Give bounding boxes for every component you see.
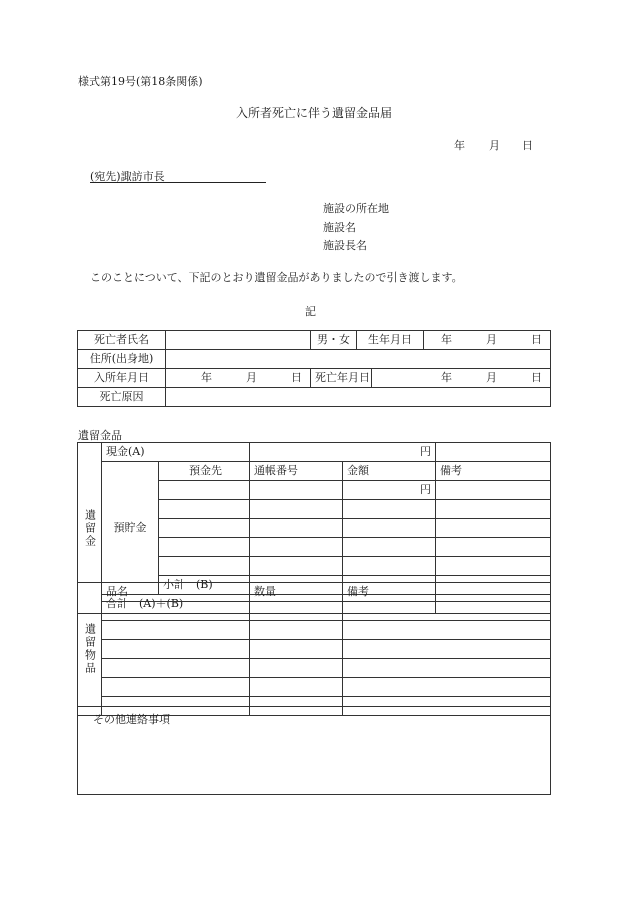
year-label: 年	[441, 333, 452, 346]
death-cause-label: 死亡原因	[78, 388, 166, 407]
address-label: 住所(出身地)	[78, 350, 166, 369]
table-row	[78, 350, 551, 369]
table-row	[78, 331, 551, 350]
qty-field[interactable]	[250, 602, 343, 621]
table-row	[78, 621, 551, 640]
goods-table	[77, 582, 551, 716]
money-group-label: 遺留金	[78, 443, 102, 614]
item-field[interactable]	[102, 621, 250, 640]
goods-note-field[interactable]	[343, 678, 551, 697]
year-label: 年	[201, 371, 212, 384]
bank-field[interactable]	[159, 557, 250, 576]
goods-group-label: 遺留物品	[78, 583, 102, 716]
date-month-label: 月	[489, 139, 500, 152]
cash-label: 現金(A)	[102, 443, 250, 462]
account-field[interactable]	[250, 557, 343, 576]
bank-col-header: 預金先	[159, 462, 250, 481]
table-row	[78, 462, 551, 481]
subtotal-label: 小計 (B)	[159, 576, 250, 595]
table-row	[78, 640, 551, 659]
address-field[interactable]	[166, 350, 551, 369]
savings-label: 預貯金	[102, 462, 159, 595]
goods-note-field[interactable]	[343, 602, 551, 621]
death-date-label: 死亡年月日	[311, 369, 372, 388]
admission-date-label: 入所年月日	[78, 369, 166, 388]
note-field[interactable]	[436, 557, 551, 576]
day-label: 日	[291, 371, 302, 384]
item-field[interactable]	[102, 678, 250, 697]
note-field[interactable]	[436, 519, 551, 538]
note-field[interactable]	[436, 538, 551, 557]
amount-field[interactable]	[343, 500, 436, 519]
goods-note-field[interactable]	[343, 659, 551, 678]
date-year-label: 年	[454, 139, 465, 152]
day-label: 日	[531, 333, 542, 346]
bank-field[interactable]	[159, 538, 250, 557]
qty-col-header: 数量	[250, 583, 343, 602]
note-col-header: 備考	[436, 462, 551, 481]
bank-field[interactable]	[159, 500, 250, 519]
cash-amount-field[interactable]	[250, 443, 436, 462]
qty-field[interactable]	[250, 678, 343, 697]
date-day-label: 日	[522, 139, 533, 152]
statement-text: このことについて、下記のとおり遺留金品がありましたので引き渡します。	[90, 271, 463, 284]
total-label: 合計 (A)＋(B)	[102, 595, 250, 614]
birth-date-label: 生年月日	[357, 331, 424, 350]
amount-col-header: 金額	[343, 462, 436, 481]
goods-note-field[interactable]	[343, 640, 551, 659]
bank-field[interactable]	[159, 481, 250, 500]
month-label: 月	[246, 371, 257, 384]
item-field[interactable]	[102, 602, 250, 621]
addressee-label: (宛先)諏訪市長	[90, 170, 165, 183]
table-row	[78, 443, 551, 462]
table-row	[78, 678, 551, 697]
page-title: 入所者死亡に伴う遺留金品届	[236, 106, 393, 120]
account-field[interactable]	[250, 519, 343, 538]
death-cause-field[interactable]	[166, 388, 551, 407]
deceased-name-field[interactable]	[166, 331, 311, 350]
note-field[interactable]	[436, 481, 551, 500]
account-field[interactable]	[250, 538, 343, 557]
account-field[interactable]	[250, 500, 343, 519]
facility-director-label: 施設長名	[323, 239, 367, 252]
death-date-field[interactable]	[372, 369, 551, 388]
admission-date-field[interactable]	[166, 369, 311, 388]
amount-field[interactable]	[343, 557, 436, 576]
month-label: 月	[486, 333, 497, 346]
amount-field[interactable]	[343, 538, 436, 557]
qty-field[interactable]	[250, 621, 343, 640]
birth-date-field[interactable]	[424, 331, 551, 350]
ki-label: 記	[305, 305, 316, 318]
qty-field[interactable]	[250, 659, 343, 678]
bank-field[interactable]	[159, 519, 250, 538]
remarks-label: その他連絡事項	[93, 713, 170, 726]
year-label: 年	[441, 371, 452, 384]
amount-field[interactable]	[343, 481, 436, 500]
table-row	[78, 369, 551, 388]
yen-label: 円	[420, 445, 431, 458]
cash-note-field[interactable]	[436, 443, 551, 462]
table-row	[78, 583, 551, 602]
item-col-header: 品名	[102, 583, 250, 602]
day-label: 日	[531, 371, 542, 384]
facility-location-label: 施設の所在地	[323, 202, 389, 215]
deceased-name-label: 死亡者氏名	[78, 331, 166, 350]
note-field[interactable]	[436, 500, 551, 519]
amount-field[interactable]	[343, 519, 436, 538]
qty-field[interactable]	[250, 640, 343, 659]
addressee-line	[90, 168, 266, 183]
yen-label: 円	[420, 483, 431, 496]
item-field[interactable]	[102, 659, 250, 678]
item-field[interactable]	[102, 640, 250, 659]
month-label: 月	[486, 371, 497, 384]
form-number: 様式第19号(第18条関係)	[78, 75, 203, 88]
section-label: 遺留金品	[78, 429, 122, 442]
table-row	[78, 602, 551, 621]
account-col-header: 通帳番号	[250, 462, 343, 481]
table-row	[78, 388, 551, 407]
account-field[interactable]	[250, 481, 343, 500]
table-row	[78, 659, 551, 678]
remarks-box[interactable]	[77, 706, 551, 795]
goods-note-col-header: 備考	[343, 583, 551, 602]
goods-note-field[interactable]	[343, 621, 551, 640]
gender-label[interactable]: 男・女	[311, 331, 357, 350]
deceased-info-table	[77, 330, 551, 407]
facility-name-label: 施設名	[323, 221, 356, 234]
